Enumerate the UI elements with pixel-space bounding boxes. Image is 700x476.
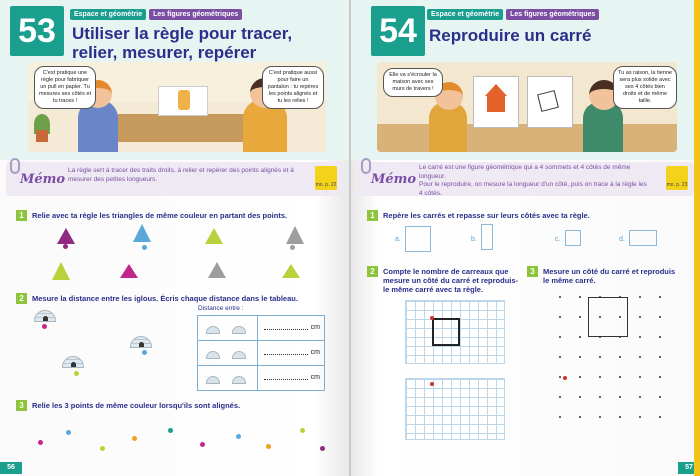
grid-dot	[619, 396, 621, 398]
grid-dot	[639, 396, 641, 398]
triangle-start-dot	[63, 244, 68, 249]
grid-dot	[639, 336, 641, 338]
memo-box	[357, 162, 694, 196]
triangle-start-dot	[142, 245, 147, 250]
igloo-dot	[142, 350, 147, 355]
grid-dot	[659, 336, 661, 338]
lesson-number: 54	[371, 6, 425, 56]
square-d[interactable]	[629, 230, 657, 246]
grid-dot	[639, 416, 641, 418]
grid-dot	[639, 316, 641, 318]
table-row	[198, 366, 324, 391]
igloo-icon	[206, 351, 220, 359]
memo-text-2: Pour le reproduire, on mesure la longueur d'un côté, puis on trace à la règle les 4 côtés.	[419, 181, 647, 197]
align-dot	[66, 430, 71, 435]
table-row	[198, 316, 324, 341]
start-dot	[563, 376, 567, 380]
grid-dot	[659, 376, 661, 378]
unit-label: cm	[310, 374, 320, 381]
answer-line[interactable]	[264, 329, 308, 330]
grid-dot	[659, 316, 661, 318]
align-dot	[300, 428, 305, 433]
grid-dot	[659, 416, 661, 418]
start-dot	[430, 382, 434, 386]
align-dot	[38, 440, 43, 445]
edge-stripe	[694, 0, 700, 476]
triangle	[208, 262, 226, 278]
exercise-1-number: 1	[16, 210, 27, 221]
model-square	[588, 297, 628, 337]
grid-dot	[559, 416, 561, 418]
triangle	[205, 228, 223, 244]
square-label-b: b.	[471, 236, 477, 243]
unit-label: cm	[310, 324, 320, 331]
align-dot	[236, 434, 241, 439]
grid-dot	[559, 336, 561, 338]
grid-dot	[579, 296, 581, 298]
memo-text: La règle sert à tracer des traits droits, à relier et repérer des points alignés et à mesurer des petites longueurs.	[68, 167, 294, 183]
grid-dot	[579, 396, 581, 398]
paperclip-icon	[361, 158, 371, 174]
square-label-d: d.	[619, 236, 625, 243]
tag-topic: Les figures géométriques	[506, 9, 599, 20]
right-page	[351, 0, 700, 476]
title-line-2: relier, mesurer, repérer	[72, 43, 257, 62]
tags	[427, 9, 599, 20]
square-a[interactable]	[405, 226, 431, 252]
grid-reproduce[interactable]	[405, 378, 505, 440]
tag-domain: Espace et géométrie	[70, 9, 146, 20]
page-title: Reproduire un carré	[429, 26, 592, 45]
triangle	[57, 228, 75, 244]
square-label-a: a.	[395, 236, 401, 243]
igloo	[34, 310, 56, 322]
grid-dot	[579, 376, 581, 378]
grid-dot	[619, 416, 621, 418]
grid-dot	[659, 396, 661, 398]
grid-dot	[639, 376, 641, 378]
igloo	[62, 356, 84, 368]
grid-dot	[579, 416, 581, 418]
page-number: 57	[678, 462, 700, 474]
exercise-2-question: Compte le nombre de carreaux que mesure un côté du carré et reproduis-le même carré avec ta règle.	[383, 267, 519, 294]
answer-line[interactable]	[264, 379, 308, 380]
igloo-icon	[232, 326, 246, 334]
triangle	[120, 264, 138, 278]
square-b[interactable]	[481, 224, 493, 250]
triangle	[133, 224, 151, 242]
align-dot	[266, 444, 271, 449]
grid-dot	[599, 396, 601, 398]
unit-label: cm	[310, 349, 320, 356]
exercise-1-question: Relie avec ta règle les triangles de même couleur en partant des points.	[32, 211, 288, 220]
align-dot	[200, 442, 205, 447]
grid-dot	[599, 376, 601, 378]
memo-book-icon: mo. p. 23	[666, 166, 688, 190]
igloo-icon	[232, 376, 246, 384]
igloo-dot	[42, 324, 47, 329]
triangle	[282, 264, 300, 278]
tags	[70, 9, 242, 20]
grid-dot	[659, 296, 661, 298]
exercise-1-question: Repère les carrés et repasse sur leurs côtés avec ta règle.	[383, 211, 590, 220]
tag-topic: Les figures géométriques	[149, 9, 242, 20]
table-header: Distance entre :	[198, 305, 244, 312]
paperclip-icon	[10, 158, 20, 174]
grid-dot	[619, 356, 621, 358]
lesson-number: 53	[10, 6, 64, 56]
grid-dot	[559, 296, 561, 298]
grid-dot	[599, 356, 601, 358]
igloo-dot	[74, 371, 79, 376]
exercise-3-number: 3	[527, 266, 538, 277]
triangle	[52, 262, 70, 280]
igloo-icon	[206, 376, 220, 384]
grid-dot	[559, 356, 561, 358]
exercise-1-number: 1	[367, 210, 378, 221]
grid-dot	[559, 376, 561, 378]
grid-dot	[599, 416, 601, 418]
grid-dot	[579, 336, 581, 338]
exercise-2-question: Mesure la distance entre les iglous. Écris chaque distance dans le tableau.	[32, 294, 298, 303]
triangle	[286, 226, 304, 244]
left-page	[0, 0, 349, 476]
memo-book-icon: mo. p. 22	[315, 166, 337, 190]
exercise-3-question: Mesure un côté du carré et reproduis le même carré.	[543, 267, 676, 285]
igloo	[130, 336, 152, 348]
memo-label: Mémo	[20, 172, 66, 187]
start-dot	[430, 316, 434, 320]
align-dot	[320, 446, 325, 451]
exercise-3-question: Relie les 3 points de même couleur lorsqu'ils sont alignés.	[32, 401, 241, 410]
igloo-icon	[232, 351, 246, 359]
grid-dot	[639, 296, 641, 298]
page-number: 56	[0, 462, 22, 474]
grid-dot	[559, 316, 561, 318]
triangle-start-dot	[290, 245, 295, 250]
grid-dot	[639, 356, 641, 358]
grid-dot	[659, 356, 661, 358]
memo-text	[419, 164, 649, 198]
exercise-3-number: 3	[16, 400, 27, 411]
exercise-2-number: 2	[367, 266, 378, 277]
title-line-1: Utiliser la règle pour tracer,	[72, 24, 293, 43]
align-dot	[100, 446, 105, 451]
memo-box	[6, 162, 343, 196]
exercise-2-number: 2	[16, 293, 27, 304]
table-row	[198, 341, 324, 366]
square-c[interactable]	[565, 230, 581, 246]
memo-text-1: Le carré est une figure géométrique qui a 4 sommets et 4 côtés de même longueur.	[419, 164, 631, 180]
speech-bubble-boy: C'est pratique une règle pour fabriquer un pull en papier. Tu mesures ses côtés et tu traces !	[34, 66, 96, 109]
distance-table	[197, 315, 325, 391]
grid-dot	[579, 356, 581, 358]
speech-bubble-girl: Tu as raison, la tienne sera plus solide avec ses 4 côtés bien droits et de même taille.	[613, 66, 677, 109]
grid-dot	[579, 316, 581, 318]
page-title	[72, 24, 292, 62]
grid-dot	[619, 376, 621, 378]
speech-bubble-boy: Elle va s'écrouler la maison avec ses murs de travers !	[383, 68, 443, 97]
grid-dot	[559, 396, 561, 398]
tag-domain: Espace et géométrie	[427, 9, 503, 20]
align-dot	[168, 428, 173, 433]
square-label-c: c.	[555, 236, 561, 243]
memo-label: Mémo	[371, 172, 417, 187]
align-dot	[132, 436, 137, 441]
model-square	[432, 318, 460, 346]
speech-bubble-girl: C'est pratique aussi pour faire un pantalon : tu repères les points alignés et tu les relies !	[262, 66, 324, 109]
answer-line[interactable]	[264, 354, 308, 355]
igloo-icon	[206, 326, 220, 334]
